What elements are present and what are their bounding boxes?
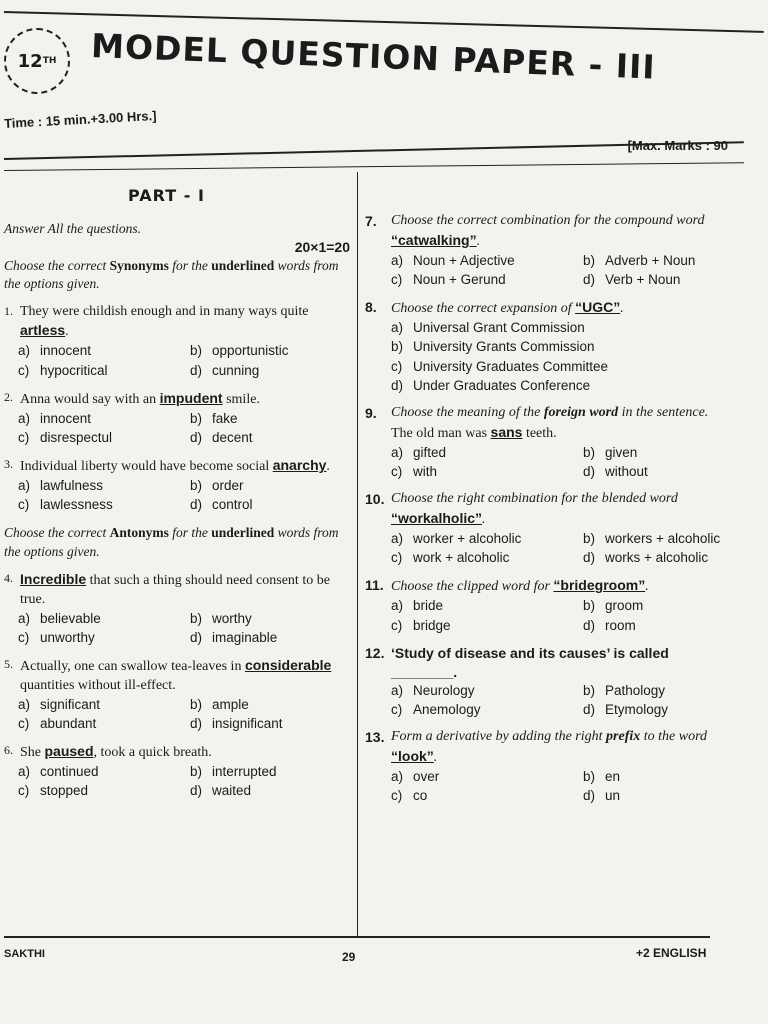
example-sentence: The old man was sans teeth. [391,423,557,441]
option: a) Neurology [391,682,475,698]
option: c) lawlessness [18,497,113,513]
option: c) Noun + Gerund [391,272,506,287]
option: a) lawfulness [18,477,104,493]
option: a) continued [18,764,99,780]
badge-number: 12 [17,50,43,72]
part-heading: PART - I [128,186,205,205]
question-9: 9. Choose the meaning of the foreign word in the sentence. The old man was sans teeth. a) gifted b) given c) with d) without [365,404,735,481]
option: c) abundant [18,716,97,732]
option: c) University Graduates Committee [391,358,609,374]
option: c) stopped [18,783,89,799]
option: d) room [583,617,636,633]
option: b) University Grants Commission [391,339,595,355]
option: a) over [391,768,440,784]
option: c) disrespectul [18,429,113,445]
marks-allocation: 20×1=20 [294,239,350,256]
instruction-synonyms: Choose the correct Synonyms for the underlined words from the options given. [4,258,339,292]
time-label: Time : 15 min.+3.00 Hrs.] [3,108,157,131]
option: c) Anemology [391,701,481,717]
section-divider [4,162,744,171]
column-divider [357,172,358,936]
question-2: 2. Anna would say with an impudent smile. a) innocent b) fake c) disrespectul d) decent [4,389,350,447]
option: a) gifted [391,444,447,460]
option: d) Under Graduates Conference [391,377,591,393]
option: b) order [190,477,244,493]
left-column [4,220,350,801]
question-1: 1. They were childish enough and in many ways quite artless. a) innocent b) opportunistic c) hypocritical d) cunning [4,303,350,380]
option: b) en [583,768,621,784]
option: d) imaginable [190,629,278,645]
badge-suffix: TH [42,56,57,66]
option: d) without [583,463,648,479]
option: a) Universal Grant Commission [391,320,585,336]
option: b) opportunistic [190,343,289,359]
question-7: 7. Choose the correct combination for the compound word “catwalking”. a) Noun + Adjective b) Adverb + Noun c) Noun + Gerund d) Verb + Noun [365,212,735,289]
option: d) decent [190,429,253,445]
subject-label: +2 ENGLISH [636,946,707,960]
option: d) cunning [190,362,260,378]
option: b) Adverb + Noun [583,252,696,268]
max-marks: [Max. Marks : 90 [627,138,728,153]
question-3: 3. Individual liberty would have become social anarchy. a) lawfulness b) order c) lawlessness d) control [4,456,350,514]
option: a) significant [18,696,101,712]
option: b) fake [190,410,238,426]
footer-rule [4,936,710,938]
option: d) un [583,787,621,803]
option: c) bridge [391,617,451,633]
option: a) worker + alcoholic [391,530,522,546]
option: a) innocent [18,410,92,426]
option: b) given [583,444,638,460]
option: a) bride [391,598,444,614]
option: b) interrupted [190,764,277,780]
option: d) Verb + Noun [583,272,681,287]
option: a) believable [18,610,101,626]
question-4: 4. Incredible that such a thing should need consent to be true. a) believable b) worthy c) unworthy d) imaginable [4,570,350,647]
question-13: 13. Form a derivative by adding the right prefix to the word “look”. a) over b) en c) co d) un [365,728,735,805]
option: b) ample [190,696,249,712]
option: c) co [391,787,428,803]
option: d) control [190,497,253,513]
option: b) Pathology [583,682,666,698]
publisher-name: SAKTHI [4,948,45,960]
option: d) waited [190,783,252,799]
instruction-answer-all: Answer All the questions. [4,221,141,236]
question-5: 5. Actually, one can swallow tea-leaves in considerable quantities without ill-effect. a) significant b) ample c) abundant d) insignificant [4,656,350,733]
option: c) unworthy [18,629,95,645]
option: b) workers + alcoholic [583,530,721,546]
option: c) work + alcoholic [391,550,510,566]
option: c) with [391,463,438,479]
question-12: 12. ‘Study of disease and its causes’ is called ________. a) Neurology b) Pathology c) Anemology d) Etymology [365,644,735,719]
option: b) groom [583,598,644,614]
option: d) Etymology [583,701,669,717]
option: d) works + alcoholic [583,550,709,566]
instruction-antonyms: Choose the correct Antonyms for the underlined words from the options given. [4,525,339,559]
option: a) innocent [18,343,92,359]
question-6: 6. She paused, took a quick breath. a) continued b) interrupted c) stopped d) waited [4,742,350,800]
option: c) hypocritical [18,362,108,378]
page-number: 29 [342,950,356,964]
option: d) insignificant [190,716,283,732]
question-10: 10. Choose the right combination for the blended word “workalholic”. a) worker + alcoholic b) workers + alcoholic c) work + alcoholic d) works + alcoholic [365,490,735,567]
right-column [365,212,735,805]
option: a) Noun + Adjective [391,252,515,268]
question-11: 11. Choose the clipped word for “bridegroom”. a) bride b) groom c) bridge d) room [365,576,735,634]
question-8: 8. Choose the correct expansion of “UGC”. a) Universal Grant Commission b) University Grants Commission c) University Graduates Committee d) Under Graduates Conference [365,298,735,395]
page-title: MODEL QUESTION PAPER - III [90,26,657,87]
option: b) worthy [190,610,252,626]
grade-badge [4,28,70,94]
